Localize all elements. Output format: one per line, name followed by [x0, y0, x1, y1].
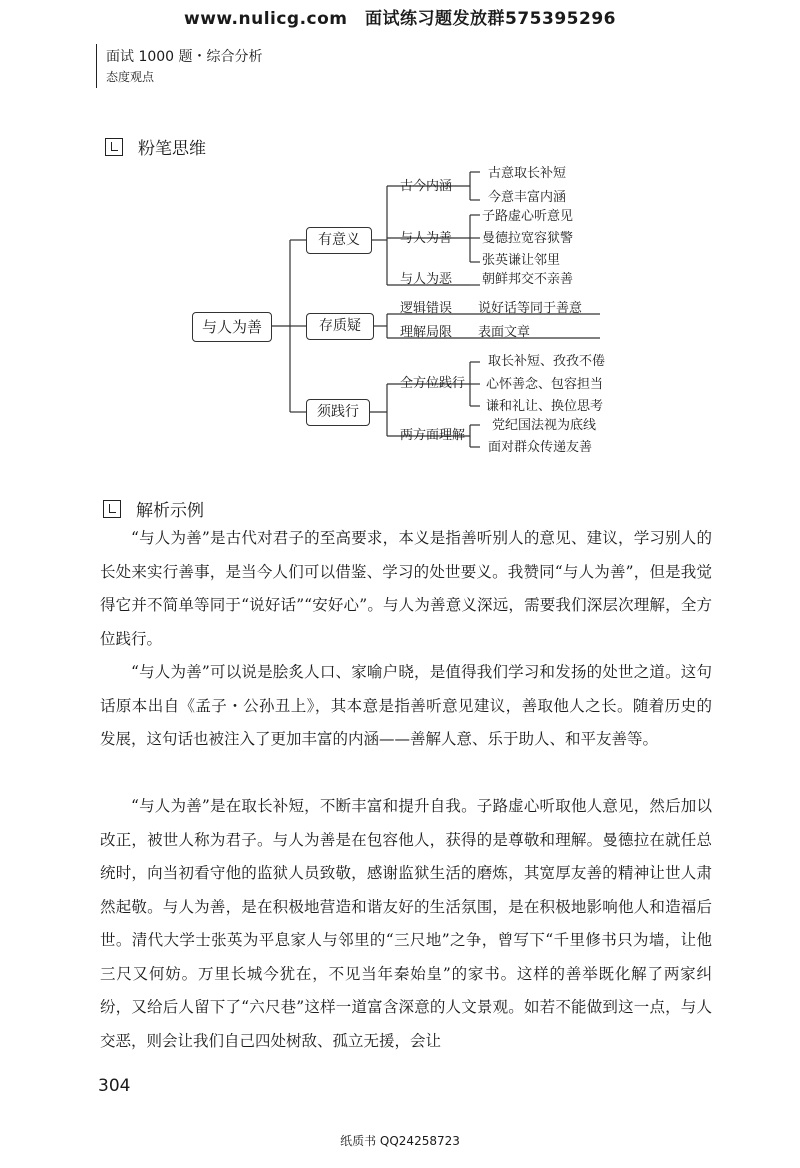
mindmap-leaf: 今意丰富内涵 — [488, 190, 567, 205]
analysis-paragraph-3: “与人为善”是在取长补短，不断丰富和提升自我。子路虚心听取他人意见，然后加以改正，被世人称为君子。与人为善是在包容他人，获得的是尊敬和理解。曼德拉在就任总统时，向当初看守他的监狱人员致敬，感谢监狱生活的磨炼，其宽厚友善的精神让世人肃然起敬。与人为善，是在积极地营造和谐友好的生活氛围，是在积极地影响他人和造福后世。清代大学士张英为平息家人与邻里的“三尺地”之争，曾写下“千里修书只为墙，让他三尺又何妨。万里长城今犹在，不见当年秦始皇”的家书。这样的善举既化解了两家纠纷，又给后人留下了“六尺巷”这样一道富含深意的人文景观。如若不能做到这一点，与人交恶，则会让我们自己四处树敌、孤立无援，会让 — [100, 797, 712, 1050]
mindmap-sub-doubt-limit: 理解局限 — [400, 325, 453, 340]
mindmap-branch-doubt: 存质疑 — [306, 313, 374, 340]
top-banner: www.nulicg.com 面试练习题发放群575395296 — [184, 9, 616, 29]
mindmap-leaf: 表面文章 — [478, 325, 531, 340]
mindmap-sub-meaning-hostility: 与人为恶 — [400, 272, 453, 287]
mindmap-leaf: 取长补短、孜孜不倦 — [488, 354, 606, 369]
mindmap-branch-practice: 须践行 — [306, 399, 370, 426]
mindmap-sub-practice-two: 两方面理解 — [400, 428, 466, 443]
mindmap-leaf: 朝鲜邦交不亲善 — [482, 272, 574, 287]
mindmap-root: 与人为善 — [192, 312, 272, 342]
mindmap-sub-practice-all: 全方位践行 — [400, 376, 466, 391]
mindmap-leaf: 曼德拉宽容狱警 — [482, 231, 574, 246]
mindmap-branch-meaning: 有意义 — [306, 227, 372, 254]
mindmap-leaf: 党纪国法视为底线 — [492, 418, 597, 433]
mindmap-leaf: 说好话等同于善意 — [478, 301, 583, 316]
mindmap-leaf: 谦和礼让、换位思考 — [486, 399, 604, 414]
analysis-paragraph-2: “与人为善”可以说是脍炙人口、家喻户晓，是值得我们学习和发扬的处世之道。这句话原本出自《孟子・公孙丑上》，其本意是指善听意见建议，善取他人之长。随着历史的发展，这句话也被注入了更加丰富的内涵——善解人意、乐于助人、和平友善等。 — [100, 663, 712, 748]
mindmap-leaf: 张英谦让邻里 — [482, 253, 561, 268]
book-subtitle: 态度观点 — [106, 70, 155, 84]
analysis-section-icon — [103, 500, 121, 518]
page-footer: 纸质书 QQ24258723 — [340, 1134, 460, 1148]
mindmap-leaf: 古意取长补短 — [488, 166, 567, 181]
mindmap-leaf: 面对群众传递友善 — [488, 440, 593, 455]
mindmap-leaf: 心怀善念、包容担当 — [486, 377, 604, 392]
page-number: 304 — [98, 1076, 131, 1096]
mindmap-sub-meaning-past-present: 古今内涵 — [400, 179, 453, 194]
analysis-paragraph-1: “与人为善”是古代对君子的至高要求，本义是指善听别人的意见、建议，学习别人的长处来实行善事，是当今人们可以借鉴、学习的处世要义。我赞同“与人为善”，但是我觉得它并不简单等同于“说好话”“安好心”。与人为善意义深远，需要我们深层次理解，全方位践行。 — [100, 529, 712, 648]
analysis-section-title: 解析示例 — [136, 501, 204, 521]
mindmap-sub-meaning-kindness: 与人为善 — [400, 231, 453, 246]
book-title: 面试 1000 题・综合分析 — [106, 49, 263, 65]
mindmap-leaf: 子路虚心听意见 — [482, 209, 574, 224]
mindmap-section-title: 粉笔思维 — [138, 139, 206, 159]
mindmap-sub-doubt-logic: 逻辑错误 — [400, 301, 453, 316]
